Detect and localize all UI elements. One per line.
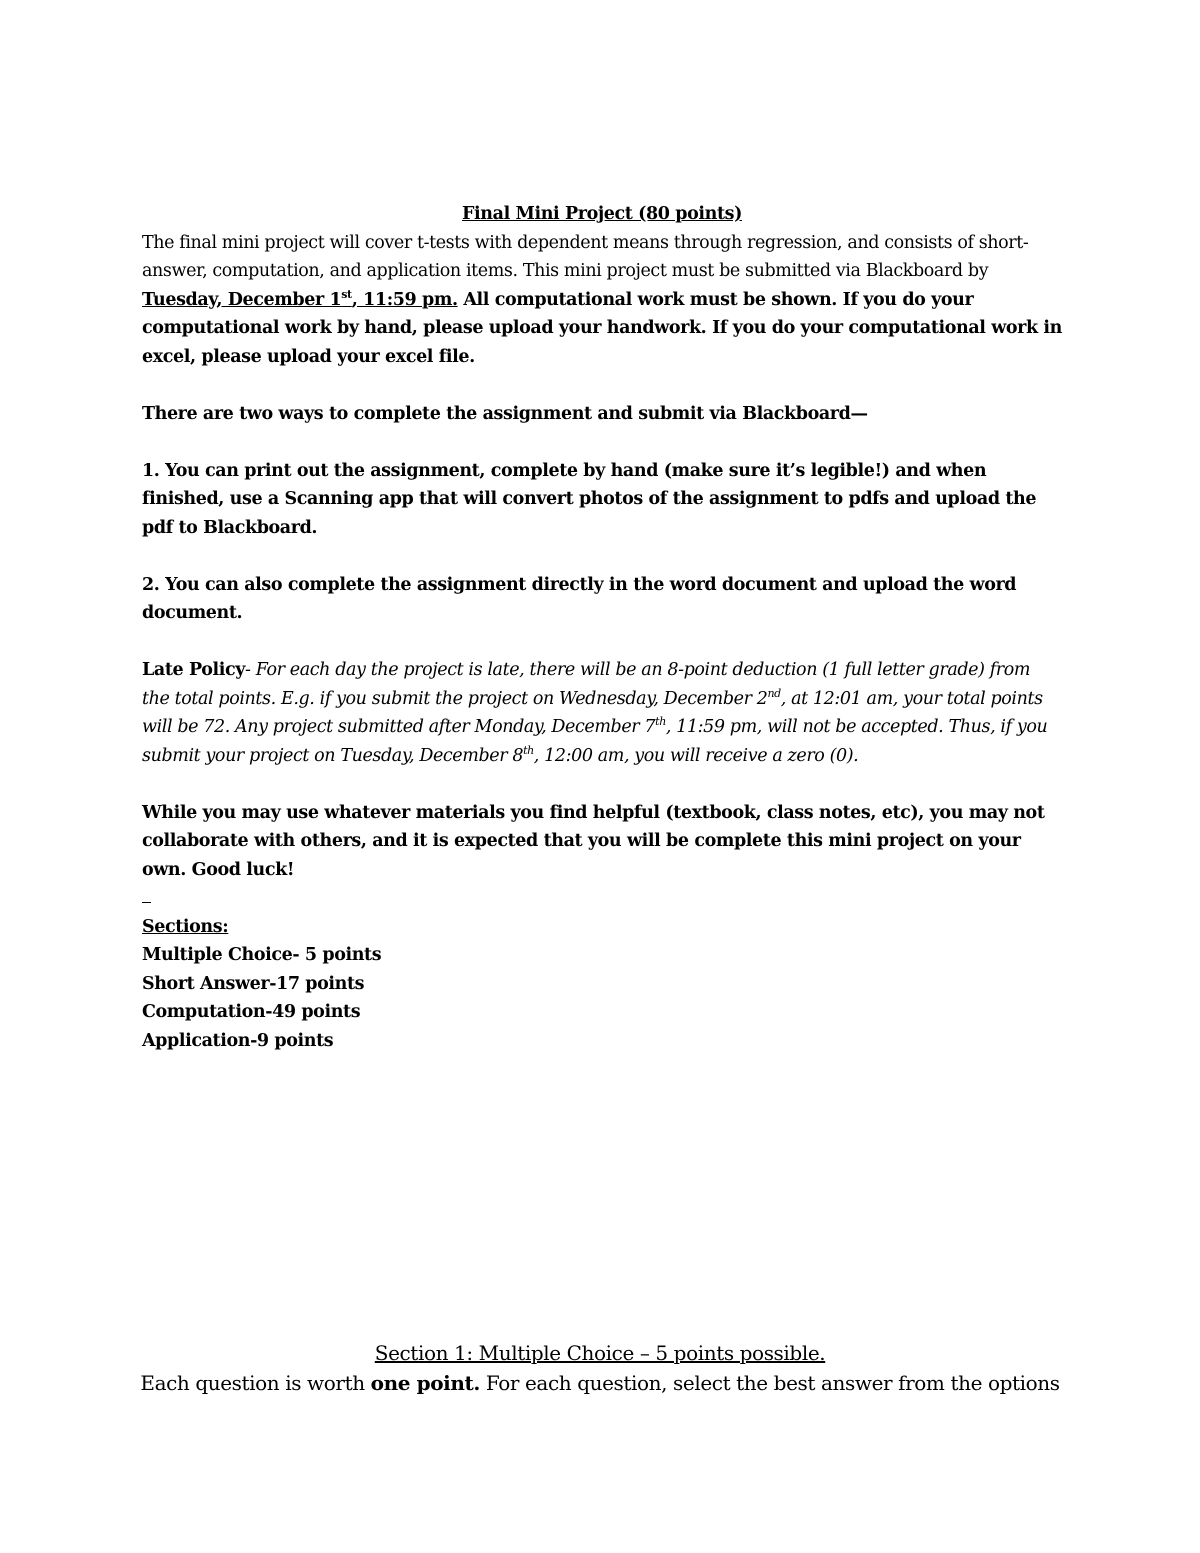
divider-dash [142,884,1062,913]
section-item-multiple-choice: Multiple Choice- 5 points [142,945,382,965]
section-item-application: Application-9 points [142,1030,334,1051]
intro-text: The final mini project will cover t-tests with dependent means through regression, and consists of short-answer, computation, and application items. This mini project must be submitted via Blackboard by [142,232,1029,281]
late-policy-text: For each day the project is late, there will be an 8-point deduction (1 full letter grade) from the total points. E.g. if you submit the project on Wednesday, December 2nd, at 12:01 am, your total points will be 72. Any project submitted after Monday, December 7th, 11:59 pm, will not be accepted. Thus, if you submit your project on Tuesday, December 8th, 12:00 am, you will receive a zero (0). [142,660,1048,766]
sections-heading: Sections: [142,916,229,937]
option-1: 1. You can print out the assignment, complete by hand (make sure it’s legible!) and when finished, use a Scanning app that will convert photos of the assignment to pdfs and upload the pdf to Blackboard. [142,460,1037,538]
section-1-heading: Section 1: Multiple Choice – 5 points possible. [374,1341,826,1365]
ways-heading: There are two ways to complete the assignment and submit via Blackboard— [142,403,868,424]
option-2: 2. You can also complete the assignment directly in the word document and upload the word document. [142,574,1017,623]
late-policy-label: Late Policy [142,660,246,680]
intro-paragraph [142,229,1062,372]
document-title: Final Mini Project (80 points) [462,204,742,224]
honesty-paragraph: While you may use whatever materials you find helpful (textbook, class notes, etc), you may not collaborate with others, and it is expected that you will be complete this mini project on your own. Good luck! [142,802,1045,880]
requirements-text: All computational work must be shown. If you do your computational work by hand, please upload your handwork. If you do your computational work in excel, please upload your excel file. [142,289,1062,367]
section-item-computation: Computation-49 points [142,1002,361,1022]
section-item-short-answer: Short Answer-17 points [142,973,365,994]
document-body [142,200,1062,1055]
due-date: Tuesday, December 1st, 11:59 pm. [142,287,458,310]
late-policy-paragraph: Late Policy- For each day the project is late, there will be an 8-point deduction (1 full letter grade) from the total points. E.g. if you submit the project on Wednesday, December 2nd, at 12:01 am, your total points will be 72. Any project submitted after Monday, December 7th, 11:59 pm, will not be accepted. Thus, if you submit your project on Tuesday, December 8th, 12:00 am, you will receive a zero (0). [142,660,1048,766]
section-1-intro: Each question is worth one point. For each question, select the best answer from the options [140,1371,1060,1395]
